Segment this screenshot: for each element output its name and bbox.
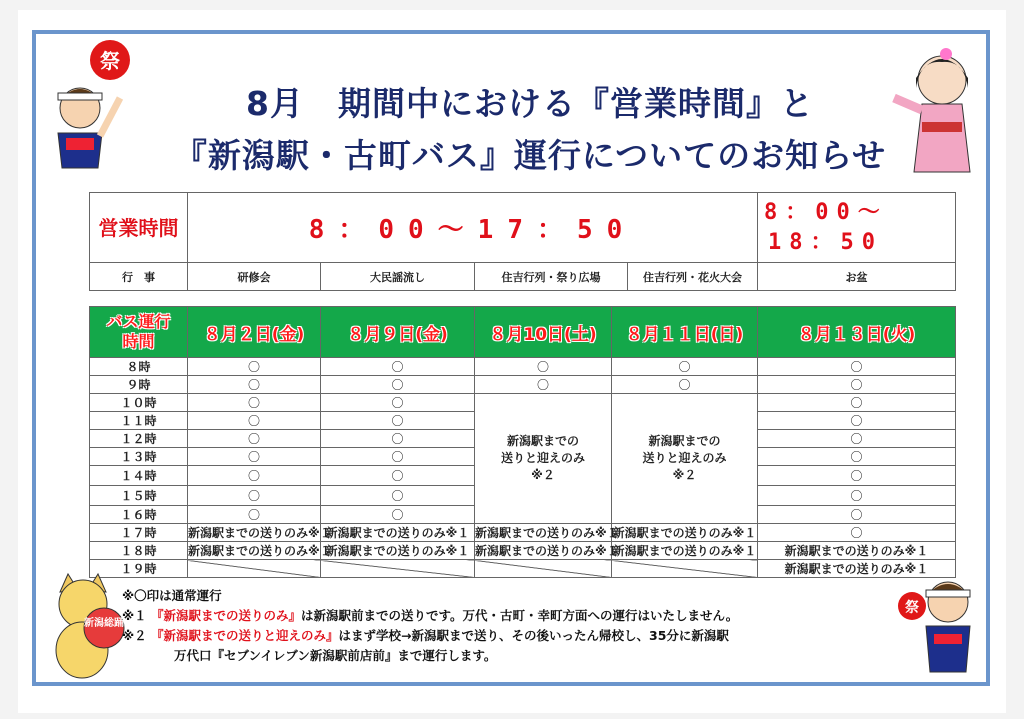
service-mark: 〇	[188, 486, 321, 506]
kimono-girl-illustration	[884, 40, 984, 182]
note-1-text: は新潟駅前までの送りです。万代・古町・幸町方面への運行はいたしません。	[301, 608, 739, 623]
send-only-note: 新潟駅までの送りのみ※１	[475, 542, 612, 560]
service-mark: 〇	[612, 376, 758, 394]
event-cell: 住吉行列・花火大会	[628, 263, 758, 291]
send-only-note: 新潟駅までの送りのみ※１	[758, 542, 956, 560]
pickup-note-line-2: 送りと迎えのみ	[642, 451, 727, 465]
time-cell: １９時	[90, 560, 188, 578]
bus-schedule-table	[89, 306, 956, 578]
footnotes	[122, 586, 738, 666]
main-business-hours: 8：00～17：50	[188, 193, 758, 263]
service-mark: 〇	[321, 466, 475, 486]
event-cell: お盆	[758, 263, 956, 291]
service-mark: 〇	[321, 448, 475, 466]
bus-label-line-2: 時間	[122, 332, 155, 351]
pickup-note-line-1: 新潟駅までの	[506, 434, 579, 448]
note-2	[122, 626, 738, 646]
service-mark: 〇	[758, 466, 956, 486]
send-only-note: 新潟駅までの送りのみ※１	[321, 542, 475, 560]
service-mark: 〇	[188, 376, 321, 394]
no-service-cell	[321, 560, 475, 578]
send-only-note: 新潟駅までの送りのみ※１	[321, 524, 475, 542]
title-line-2: 『新潟駅・古町バス』運行についてのお知らせ	[173, 136, 887, 175]
festival-stamp-text: 祭	[100, 49, 120, 73]
date-header: ８月２日(金)	[188, 307, 321, 358]
time-cell: １５時	[90, 486, 188, 506]
service-mark: 〇	[758, 506, 956, 524]
service-mark: 〇	[758, 376, 956, 394]
obon-business-hours	[758, 193, 956, 263]
service-mark: 〇	[188, 358, 321, 376]
service-mark: 〇	[321, 412, 475, 430]
service-mark: 〇	[758, 448, 956, 466]
note-1-prefix: ※１	[122, 608, 147, 623]
business-hours-table	[89, 192, 956, 291]
festival-stamp-text: 祭	[905, 600, 919, 616]
obon-hours-line-2: 18：50	[768, 229, 883, 255]
event-cell: 大民謡流し	[321, 263, 475, 291]
note-2-prefix: ※２	[122, 628, 147, 643]
service-mark: 〇	[188, 430, 321, 448]
event-cell: 住吉行列・祭り広場	[475, 263, 628, 291]
date-header: ８月１１日(日)	[612, 307, 758, 358]
time-cell: ９時	[90, 376, 188, 394]
service-mark: 〇	[321, 376, 475, 394]
service-mark: 〇	[758, 524, 956, 542]
title-line-1: 8月 期間中における『営業時間』と	[246, 84, 814, 123]
note-1	[122, 606, 738, 626]
no-service-cell	[475, 560, 612, 578]
service-mark: 〇	[475, 358, 612, 376]
event-cell: 研修会	[188, 263, 321, 291]
note-1-highlight: 『新潟駅までの送りのみ』	[151, 608, 302, 623]
festival-boy-illustration	[40, 38, 140, 178]
time-cell: １７時	[90, 524, 188, 542]
festival-boy-illustration-2	[896, 572, 988, 686]
pickup-note-line-3: ※２	[672, 468, 697, 482]
service-mark: 〇	[612, 358, 758, 376]
time-cell: １３時	[90, 448, 188, 466]
send-only-note: 新潟駅までの送りのみ※１	[188, 524, 321, 542]
service-mark: 〇	[188, 448, 321, 466]
service-mark: 〇	[321, 506, 475, 524]
service-mark: 〇	[321, 358, 475, 376]
time-cell: １０時	[90, 394, 188, 412]
lucky-cat-illustration	[46, 570, 126, 682]
service-mark: 〇	[758, 394, 956, 412]
send-only-note: 新潟駅までの送りのみ※１	[612, 542, 758, 560]
service-mark: 〇	[188, 412, 321, 430]
pickup-note-line-3: ※２	[531, 468, 555, 482]
no-service-cell	[188, 560, 321, 578]
dance-stamp-text: 新潟総踊	[84, 618, 124, 629]
time-cell: １２時	[90, 430, 188, 448]
time-cell: １１時	[90, 412, 188, 430]
date-header: ８月10日(土)	[475, 307, 612, 358]
send-only-note: 新潟駅までの送りのみ※１	[612, 524, 758, 542]
pickup-note-aug11	[612, 394, 758, 524]
service-mark: 〇	[758, 486, 956, 506]
events-label: 行 事	[90, 263, 188, 291]
business-hours-label: 営業時間	[90, 193, 188, 263]
time-cell: １６時	[90, 506, 188, 524]
time-cell: １８時	[90, 542, 188, 560]
send-only-note: 新潟駅までの送りのみ※１	[475, 524, 612, 542]
service-mark: 〇	[758, 412, 956, 430]
service-mark: 〇	[321, 394, 475, 412]
note-2-highlight: 『新潟駅までの送りと迎えのみ』	[151, 628, 339, 643]
service-mark: 〇	[188, 506, 321, 524]
service-mark: 〇	[321, 430, 475, 448]
obon-hours-line-1: 8：00～	[764, 199, 888, 225]
note-legend: ※〇印は通常運行	[122, 588, 222, 603]
pickup-note-line-1: 新潟駅までの	[648, 434, 721, 448]
time-cell: １４時	[90, 466, 188, 486]
service-mark: 〇	[758, 358, 956, 376]
note-2-text: はまず学校→新潟駅まで送り、その後いったん帰校し、35分に新潟駅	[338, 628, 729, 643]
no-service-cell	[612, 560, 758, 578]
service-mark: 〇	[188, 394, 321, 412]
date-header: ８月１３日(火)	[758, 307, 956, 358]
date-header: ８月９日(金)	[321, 307, 475, 358]
send-only-note: 新潟駅までの送りのみ※１	[758, 560, 956, 578]
service-mark: 〇	[188, 466, 321, 486]
bus-schedule-label	[90, 307, 188, 358]
note-2-continuation: 万代口『セブンイレブン新潟駅前店前』まで運行します。	[174, 648, 497, 663]
bus-label-line-1: バス運行	[106, 312, 171, 331]
time-cell: ８時	[90, 358, 188, 376]
pickup-note-line-2: 送りと迎えのみ	[500, 451, 585, 465]
pickup-note-aug10	[475, 394, 612, 524]
service-mark: 〇	[475, 376, 612, 394]
service-mark: 〇	[321, 486, 475, 506]
send-only-note: 新潟駅までの送りのみ※１	[188, 542, 321, 560]
service-mark: 〇	[758, 430, 956, 448]
